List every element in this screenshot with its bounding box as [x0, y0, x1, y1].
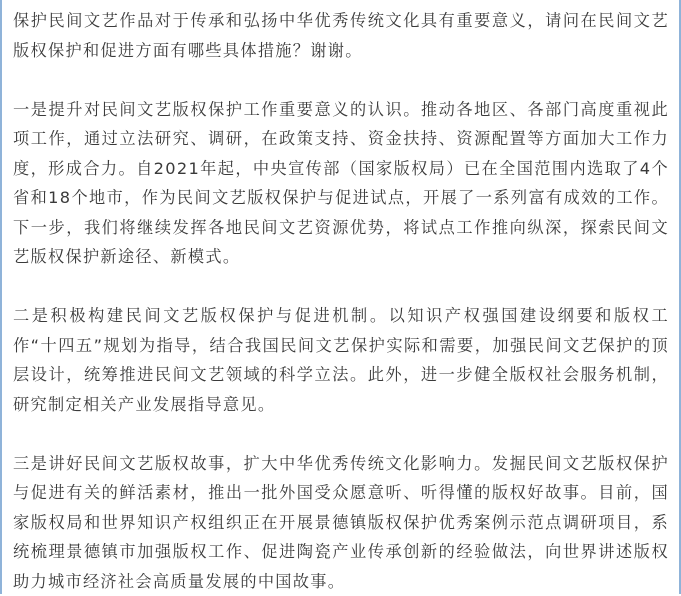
answer-paragraph-3: 三是讲好民间文艺版权故事，扩大中华优秀传统文化影响力。发掘民间文艺版权保护与促进有关的鲜活素材，推出一批外国受众愿意听、听得懂的版权好故事。目前，国家版权局和世界知识产权组织正在开展景德镇版权保护优秀案例示范点调研项目，系统梳理景德镇市加强版权工作、促进陶瓷产业传承创新的经验做法，向世界讲述版权助力城市经济社会高质量发展的中国故事。	[13, 449, 669, 596]
answer-paragraph-1: 一是提升对民间文艺版权保护工作重要意义的认识。推动各地区、各部门高度重视此项工作，通过立法研究、调研，在政策支持、资金扶持、资源配置等方面加大工作力度，形成合力。自2021年起，中央宣传部（国家版权局）已在全国范围内选取了4个省和18个地市，作为民间文艺版权保护与促进试点，开展了一系列富有成效的工作。下一步，我们将继续发挥各地民间文艺资源优势，将试点工作推向纵深，探索民间文艺版权保护新途径、新模式。	[13, 95, 669, 272]
answer-paragraph-2: 二是积极构建民间文艺版权保护与促进机制。以知识产权强国建设纲要和版权工作“十四五”规划为指导，结合我国民间文艺保护实际和需要，加强民间文艺保护的顶层设计，统筹推进民间文艺领域的科学立法。此外，进一步健全版权社会服务机制，研究制定相关产业发展指导意见。	[13, 301, 669, 419]
question-paragraph: 保护民间文艺作品对于传承和弘扬中华优秀传统文化具有重要意义，请问在民间文艺版权保护和促进方面有哪些具体措施？谢谢。	[13, 6, 669, 65]
paragraph-spacer	[13, 65, 669, 95]
paragraph-spacer	[13, 272, 669, 302]
paragraph-spacer	[13, 419, 669, 449]
